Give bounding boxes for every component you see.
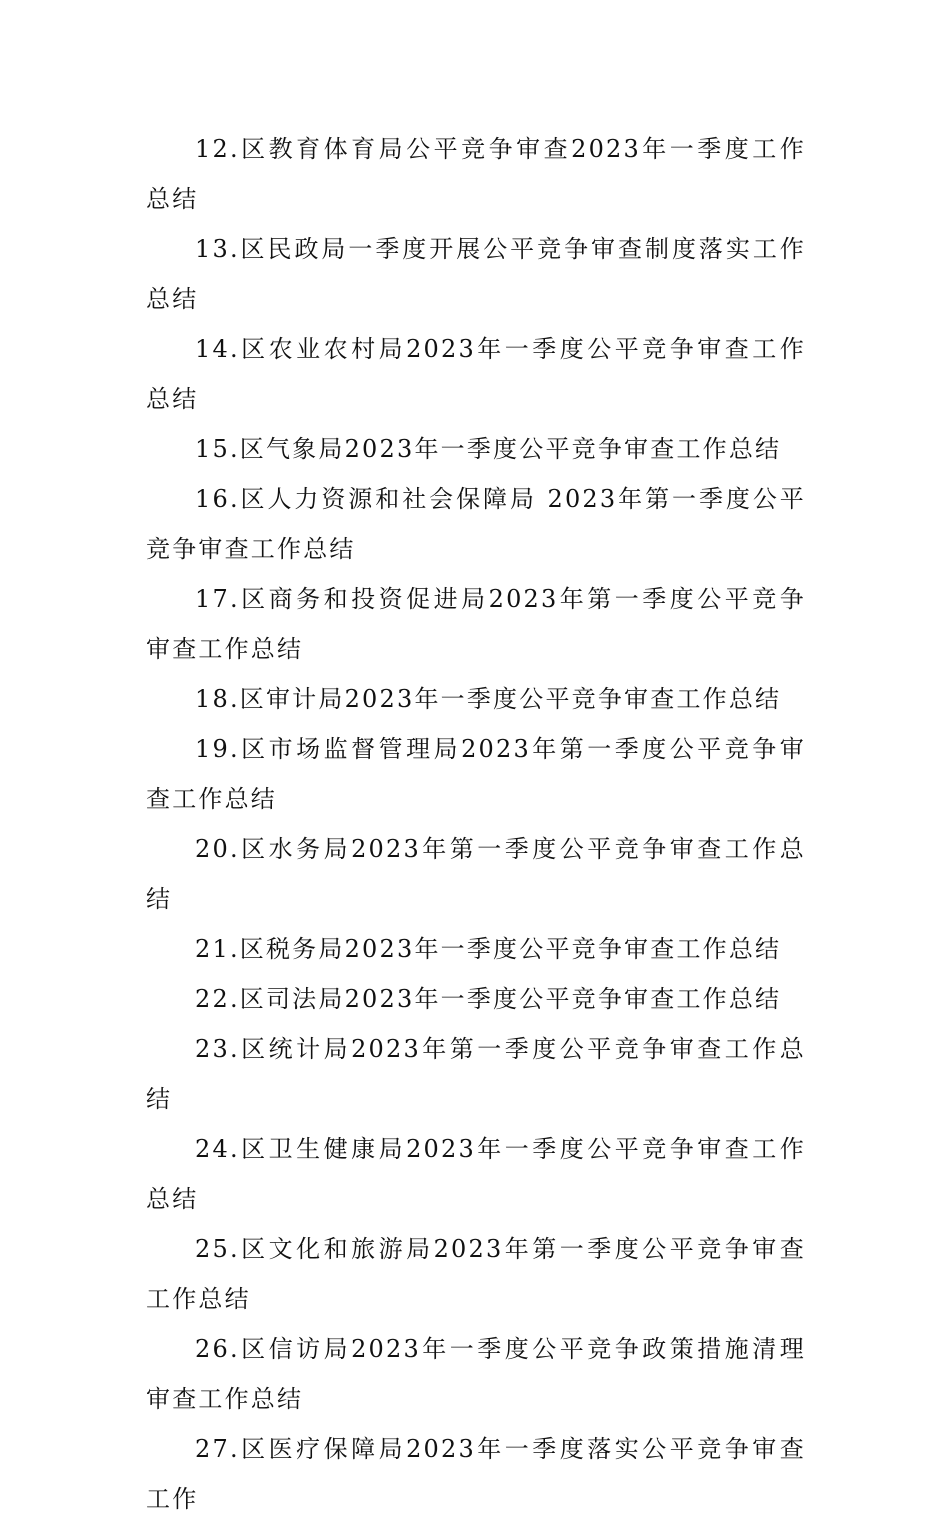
list-item: 25.区文化和旅游局2023年第一季度公平竞争审查工作总结	[146, 1235, 806, 1313]
list-item: 17.区商务和投资促进局2023年第一季度公平竞争审查工作总结	[146, 585, 806, 663]
list-item: 14.区农业农村局2023年一季度公平竞争审查工作总结	[146, 335, 806, 413]
document-list	[146, 124, 806, 1524]
list-item: 16.区人力资源和社会保障局 2023年第一季度公平竞争审查工作总结	[146, 485, 806, 563]
list-item: 22.区司法局2023年一季度公平竞争审查工作总结	[195, 985, 782, 1013]
list-item: 27.区医疗保障局2023年一季度落实公平竞争审查工作	[146, 1435, 806, 1513]
list-item: 19.区市场监督管理局2023年第一季度公平竞争审查工作总结	[146, 735, 806, 813]
list-item: 21.区税务局2023年一季度公平竞争审查工作总结	[195, 935, 782, 963]
list-item: 23.区统计局2023年第一季度公平竞争审查工作总结	[146, 1035, 806, 1113]
list-item: 12.区教育体育局公平竞争审查2023年一季度工作总结	[146, 135, 806, 213]
list-item: 26.区信访局2023年一季度公平竞争政策措施清理审查工作总结	[146, 1335, 806, 1413]
list-item: 24.区卫生健康局2023年一季度公平竞争审查工作总结	[146, 1135, 806, 1213]
list-item: 13.区民政局一季度开展公平竞争审查制度落实工作总结	[146, 235, 806, 313]
list-item: 15.区气象局2023年一季度公平竞争审查工作总结	[195, 435, 782, 463]
list-item: 20.区水务局2023年第一季度公平竞争审查工作总结	[146, 835, 806, 913]
list-item: 18.区审计局2023年一季度公平竞争审查工作总结	[195, 685, 782, 713]
